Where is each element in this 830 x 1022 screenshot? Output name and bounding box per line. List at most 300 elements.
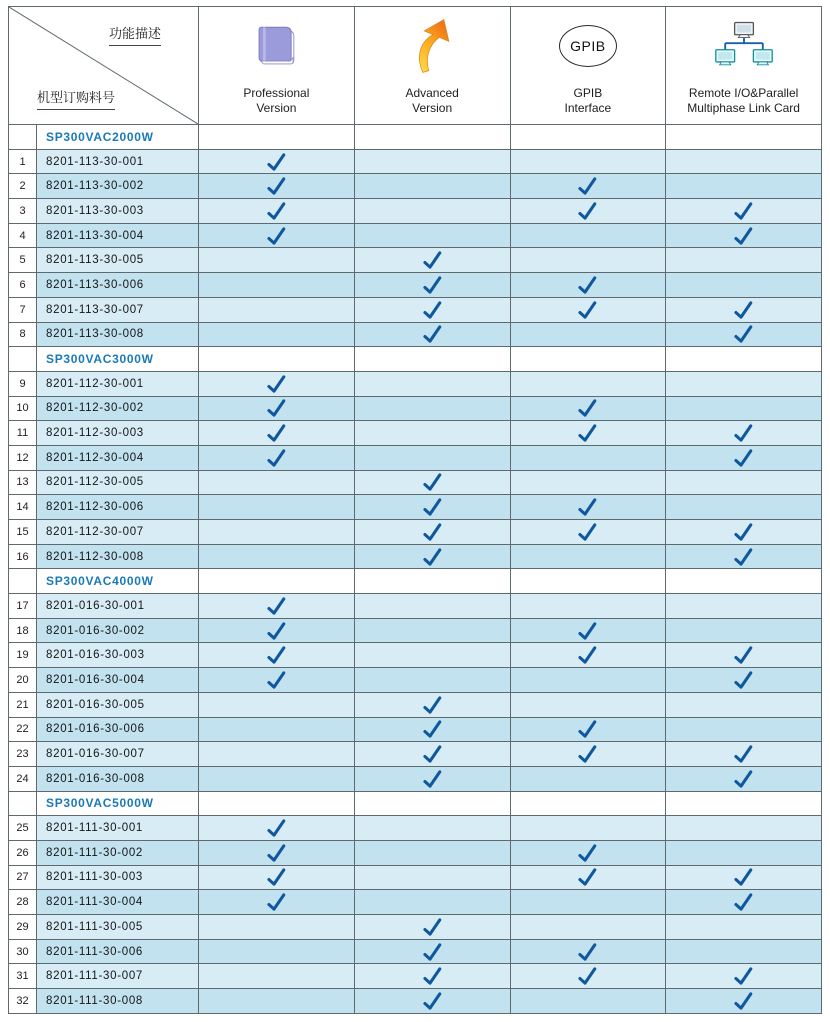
check-cell bbox=[666, 445, 822, 470]
model-header-row bbox=[9, 791, 822, 816]
model-header-row bbox=[9, 125, 822, 150]
part-row bbox=[9, 717, 822, 742]
gpib-badge-text: GPIB bbox=[559, 25, 617, 67]
check-cell bbox=[666, 199, 822, 224]
check-icon bbox=[576, 200, 600, 222]
check-cell bbox=[510, 297, 666, 322]
empty-cell bbox=[354, 618, 510, 643]
check-icon bbox=[732, 966, 756, 988]
check-cell bbox=[354, 766, 510, 791]
check-cell bbox=[510, 520, 666, 545]
model-part-number-label: 机型订购料号 bbox=[37, 87, 115, 110]
part-number: 8201-016-30-002 bbox=[37, 618, 199, 643]
part-row bbox=[9, 273, 822, 298]
check-icon bbox=[420, 694, 444, 716]
empty-cell bbox=[510, 766, 666, 791]
row-number: 18 bbox=[9, 618, 37, 643]
check-cell bbox=[510, 939, 666, 964]
check-icon bbox=[420, 250, 444, 272]
empty-cell bbox=[354, 840, 510, 865]
part-row bbox=[9, 618, 822, 643]
part-row bbox=[9, 816, 822, 841]
check-cell bbox=[199, 865, 355, 890]
check-icon bbox=[732, 546, 756, 568]
check-icon bbox=[264, 620, 288, 642]
check-icon bbox=[576, 299, 600, 321]
column-header-gpib-interface bbox=[510, 7, 666, 125]
part-number: 8201-016-30-006 bbox=[37, 717, 199, 742]
model-name: SP300VAC3000W bbox=[37, 347, 199, 372]
ordering-matrix-table bbox=[8, 6, 822, 1014]
check-cell bbox=[199, 223, 355, 248]
check-icon bbox=[732, 867, 756, 889]
empty-cell bbox=[199, 939, 355, 964]
check-cell bbox=[354, 322, 510, 347]
part-row bbox=[9, 223, 822, 248]
empty-cell bbox=[510, 445, 666, 470]
empty-cell bbox=[666, 692, 822, 717]
check-cell bbox=[510, 964, 666, 989]
empty-cell bbox=[199, 742, 355, 767]
part-row bbox=[9, 964, 822, 989]
empty-cell bbox=[666, 594, 822, 619]
check-cell bbox=[199, 668, 355, 693]
part-number: 8201-113-30-005 bbox=[37, 248, 199, 273]
check-icon bbox=[576, 645, 600, 667]
model-name: SP300VAC5000W bbox=[37, 791, 199, 816]
empty-cell bbox=[666, 495, 822, 520]
check-cell bbox=[510, 717, 666, 742]
check-cell bbox=[354, 742, 510, 767]
part-row bbox=[9, 322, 822, 347]
row-number: 14 bbox=[9, 495, 37, 520]
part-number: 8201-112-30-003 bbox=[37, 421, 199, 446]
check-icon bbox=[420, 521, 444, 543]
part-row bbox=[9, 766, 822, 791]
row-number: 4 bbox=[9, 223, 37, 248]
check-icon bbox=[420, 916, 444, 938]
check-cell bbox=[510, 643, 666, 668]
check-icon bbox=[576, 941, 600, 963]
part-number: 8201-111-30-006 bbox=[37, 939, 199, 964]
empty-cell bbox=[354, 421, 510, 446]
check-cell bbox=[354, 939, 510, 964]
check-icon bbox=[576, 719, 600, 741]
empty-cell bbox=[354, 643, 510, 668]
check-icon bbox=[576, 743, 600, 765]
empty-cell bbox=[666, 939, 822, 964]
empty-cell bbox=[199, 569, 355, 594]
empty-cell bbox=[354, 149, 510, 174]
check-icon bbox=[264, 176, 288, 198]
part-row bbox=[9, 495, 822, 520]
row-number: 12 bbox=[9, 445, 37, 470]
empty-cell bbox=[354, 569, 510, 594]
empty-cell bbox=[199, 520, 355, 545]
part-row bbox=[9, 421, 822, 446]
part-row bbox=[9, 865, 822, 890]
part-row bbox=[9, 544, 822, 569]
row-number: 28 bbox=[9, 890, 37, 915]
column-header-professional-version bbox=[199, 7, 355, 125]
check-icon bbox=[732, 447, 756, 469]
check-icon bbox=[420, 743, 444, 765]
check-icon bbox=[264, 373, 288, 395]
part-number: 8201-112-30-008 bbox=[37, 544, 199, 569]
check-icon bbox=[264, 423, 288, 445]
empty-cell bbox=[666, 915, 822, 940]
row-number: 3 bbox=[9, 199, 37, 224]
column-label: Advanced Version bbox=[405, 85, 459, 116]
empty-cell bbox=[354, 816, 510, 841]
check-cell bbox=[510, 618, 666, 643]
part-row bbox=[9, 445, 822, 470]
empty-cell bbox=[199, 273, 355, 298]
check-cell bbox=[354, 915, 510, 940]
part-number: 8201-111-30-001 bbox=[37, 816, 199, 841]
model-header-row bbox=[9, 347, 822, 372]
check-icon bbox=[264, 645, 288, 667]
part-number: 8201-016-30-004 bbox=[37, 668, 199, 693]
row-number: 10 bbox=[9, 396, 37, 421]
gpib-circle-icon bbox=[559, 7, 617, 86]
check-icon bbox=[732, 521, 756, 543]
check-icon bbox=[264, 200, 288, 222]
empty-cell bbox=[666, 816, 822, 841]
check-icon bbox=[732, 990, 756, 1012]
check-cell bbox=[510, 174, 666, 199]
table-header bbox=[9, 7, 822, 125]
part-row bbox=[9, 989, 822, 1014]
part-row bbox=[9, 149, 822, 174]
check-cell bbox=[199, 594, 355, 619]
row-number: 7 bbox=[9, 297, 37, 322]
part-row bbox=[9, 692, 822, 717]
feature-description-label: 功能描述 bbox=[109, 23, 161, 46]
empty-cell bbox=[510, 915, 666, 940]
part-number: 8201-111-30-005 bbox=[37, 915, 199, 940]
part-row bbox=[9, 668, 822, 693]
empty-cell bbox=[666, 347, 822, 372]
empty-cell bbox=[666, 248, 822, 273]
check-icon bbox=[576, 867, 600, 889]
empty-cell bbox=[510, 791, 666, 816]
part-number: 8201-016-30-005 bbox=[37, 692, 199, 717]
check-icon bbox=[264, 225, 288, 247]
check-cell bbox=[354, 692, 510, 717]
row-number-cell bbox=[9, 347, 37, 372]
check-icon bbox=[732, 225, 756, 247]
row-number: 22 bbox=[9, 717, 37, 742]
check-icon bbox=[420, 497, 444, 519]
book-icon bbox=[251, 7, 301, 86]
empty-cell bbox=[510, 149, 666, 174]
up-arrow-icon bbox=[411, 7, 453, 86]
empty-cell bbox=[666, 717, 822, 742]
empty-cell bbox=[199, 495, 355, 520]
check-icon bbox=[732, 892, 756, 914]
check-icon bbox=[264, 842, 288, 864]
row-number: 15 bbox=[9, 520, 37, 545]
empty-cell bbox=[199, 347, 355, 372]
check-icon bbox=[264, 867, 288, 889]
empty-cell bbox=[354, 668, 510, 693]
part-number: 8201-016-30-008 bbox=[37, 766, 199, 791]
part-row bbox=[9, 594, 822, 619]
row-number: 9 bbox=[9, 371, 37, 396]
check-cell bbox=[199, 890, 355, 915]
part-number: 8201-016-30-003 bbox=[37, 643, 199, 668]
row-number: 21 bbox=[9, 692, 37, 717]
check-icon bbox=[576, 521, 600, 543]
check-icon bbox=[420, 719, 444, 741]
empty-cell bbox=[199, 692, 355, 717]
part-number: 8201-016-30-007 bbox=[37, 742, 199, 767]
check-icon bbox=[732, 743, 756, 765]
empty-cell bbox=[199, 322, 355, 347]
check-cell bbox=[354, 248, 510, 273]
check-icon bbox=[420, 941, 444, 963]
part-number: 8201-112-30-002 bbox=[37, 396, 199, 421]
empty-cell bbox=[354, 890, 510, 915]
empty-cell bbox=[354, 371, 510, 396]
empty-cell bbox=[510, 125, 666, 150]
part-row bbox=[9, 643, 822, 668]
check-cell bbox=[199, 421, 355, 446]
check-cell bbox=[354, 520, 510, 545]
part-number: 8201-113-30-006 bbox=[37, 273, 199, 298]
check-cell bbox=[354, 297, 510, 322]
part-number: 8201-111-30-004 bbox=[37, 890, 199, 915]
check-cell bbox=[666, 766, 822, 791]
part-row bbox=[9, 939, 822, 964]
check-icon bbox=[576, 176, 600, 198]
check-icon bbox=[420, 990, 444, 1012]
row-number-cell bbox=[9, 791, 37, 816]
check-cell bbox=[199, 816, 355, 841]
check-cell bbox=[666, 322, 822, 347]
part-number: 8201-113-30-003 bbox=[37, 199, 199, 224]
check-icon bbox=[420, 546, 444, 568]
part-number: 8201-111-30-008 bbox=[37, 989, 199, 1014]
empty-cell bbox=[510, 890, 666, 915]
part-row bbox=[9, 470, 822, 495]
empty-cell bbox=[199, 915, 355, 940]
network-icon bbox=[713, 7, 775, 86]
check-icon bbox=[732, 669, 756, 691]
row-number: 11 bbox=[9, 421, 37, 446]
check-icon bbox=[576, 398, 600, 420]
row-number-cell bbox=[9, 125, 37, 150]
model-name: SP300VAC4000W bbox=[37, 569, 199, 594]
row-number: 20 bbox=[9, 668, 37, 693]
empty-cell bbox=[199, 791, 355, 816]
check-cell bbox=[354, 717, 510, 742]
column-label: GPIB Interface bbox=[564, 85, 612, 116]
empty-cell bbox=[666, 791, 822, 816]
check-icon bbox=[264, 151, 288, 173]
corner-header-cell bbox=[9, 7, 199, 125]
check-cell bbox=[666, 742, 822, 767]
check-cell bbox=[510, 865, 666, 890]
check-icon bbox=[576, 966, 600, 988]
check-cell bbox=[666, 421, 822, 446]
empty-cell bbox=[354, 396, 510, 421]
part-number: 8201-112-30-005 bbox=[37, 470, 199, 495]
part-number: 8201-113-30-002 bbox=[37, 174, 199, 199]
empty-cell bbox=[510, 989, 666, 1014]
check-cell bbox=[666, 964, 822, 989]
check-icon bbox=[732, 324, 756, 346]
check-cell bbox=[199, 199, 355, 224]
check-cell bbox=[510, 742, 666, 767]
empty-cell bbox=[510, 816, 666, 841]
empty-cell bbox=[354, 594, 510, 619]
part-number: 8201-113-30-001 bbox=[37, 149, 199, 174]
row-number: 29 bbox=[9, 915, 37, 940]
empty-cell bbox=[666, 371, 822, 396]
check-cell bbox=[666, 544, 822, 569]
empty-cell bbox=[510, 668, 666, 693]
check-icon bbox=[576, 842, 600, 864]
column-header-remote-io-parallel bbox=[666, 7, 822, 125]
check-icon bbox=[576, 620, 600, 642]
check-cell bbox=[666, 643, 822, 668]
check-cell bbox=[510, 273, 666, 298]
row-number: 2 bbox=[9, 174, 37, 199]
check-icon bbox=[264, 398, 288, 420]
part-row bbox=[9, 297, 822, 322]
check-cell bbox=[510, 495, 666, 520]
empty-cell bbox=[510, 347, 666, 372]
check-cell bbox=[666, 223, 822, 248]
model-header-row bbox=[9, 569, 822, 594]
check-icon bbox=[420, 274, 444, 296]
part-row bbox=[9, 248, 822, 273]
check-cell bbox=[666, 865, 822, 890]
part-number: 8201-113-30-007 bbox=[37, 297, 199, 322]
check-cell bbox=[199, 840, 355, 865]
check-icon bbox=[576, 423, 600, 445]
empty-cell bbox=[199, 964, 355, 989]
row-number: 16 bbox=[9, 544, 37, 569]
check-icon bbox=[420, 299, 444, 321]
row-number: 27 bbox=[9, 865, 37, 890]
empty-cell bbox=[199, 717, 355, 742]
empty-cell bbox=[510, 544, 666, 569]
part-row bbox=[9, 396, 822, 421]
row-number: 13 bbox=[9, 470, 37, 495]
empty-cell bbox=[510, 371, 666, 396]
empty-cell bbox=[354, 174, 510, 199]
check-icon bbox=[732, 768, 756, 790]
empty-cell bbox=[354, 125, 510, 150]
empty-cell bbox=[199, 297, 355, 322]
table-body bbox=[9, 125, 822, 1014]
part-number: 8201-016-30-001 bbox=[37, 594, 199, 619]
empty-cell bbox=[666, 470, 822, 495]
empty-cell bbox=[666, 273, 822, 298]
column-label: Professional Version bbox=[243, 85, 310, 116]
check-cell bbox=[199, 618, 355, 643]
empty-cell bbox=[510, 470, 666, 495]
check-icon bbox=[576, 274, 600, 296]
row-number: 30 bbox=[9, 939, 37, 964]
check-icon bbox=[264, 595, 288, 617]
empty-cell bbox=[199, 125, 355, 150]
row-number: 31 bbox=[9, 964, 37, 989]
empty-cell bbox=[666, 396, 822, 421]
check-icon bbox=[420, 472, 444, 494]
check-cell bbox=[510, 199, 666, 224]
check-cell bbox=[354, 273, 510, 298]
part-row bbox=[9, 915, 822, 940]
empty-cell bbox=[666, 174, 822, 199]
row-number-cell bbox=[9, 569, 37, 594]
part-row bbox=[9, 199, 822, 224]
part-row bbox=[9, 840, 822, 865]
check-cell bbox=[666, 520, 822, 545]
part-row bbox=[9, 890, 822, 915]
row-number: 32 bbox=[9, 989, 37, 1014]
check-cell bbox=[199, 445, 355, 470]
check-icon bbox=[732, 299, 756, 321]
empty-cell bbox=[510, 223, 666, 248]
check-cell bbox=[666, 297, 822, 322]
empty-cell bbox=[354, 347, 510, 372]
part-row bbox=[9, 174, 822, 199]
part-number: 8201-111-30-003 bbox=[37, 865, 199, 890]
empty-cell bbox=[510, 322, 666, 347]
check-cell bbox=[354, 495, 510, 520]
part-row bbox=[9, 742, 822, 767]
check-icon bbox=[264, 447, 288, 469]
empty-cell bbox=[199, 989, 355, 1014]
empty-cell bbox=[510, 692, 666, 717]
check-icon bbox=[576, 497, 600, 519]
empty-cell bbox=[666, 569, 822, 594]
row-number: 8 bbox=[9, 322, 37, 347]
empty-cell bbox=[666, 125, 822, 150]
check-cell bbox=[354, 544, 510, 569]
part-row bbox=[9, 371, 822, 396]
row-number: 17 bbox=[9, 594, 37, 619]
part-number: 8201-111-30-007 bbox=[37, 964, 199, 989]
part-number: 8201-113-30-004 bbox=[37, 223, 199, 248]
check-cell bbox=[199, 643, 355, 668]
check-cell bbox=[666, 989, 822, 1014]
part-number: 8201-112-30-001 bbox=[37, 371, 199, 396]
check-cell bbox=[510, 840, 666, 865]
check-cell bbox=[354, 989, 510, 1014]
check-icon bbox=[732, 645, 756, 667]
empty-cell bbox=[199, 544, 355, 569]
empty-cell bbox=[510, 594, 666, 619]
column-label: Remote I/O&Parallel Multiphase Link Card bbox=[687, 85, 800, 116]
check-cell bbox=[666, 668, 822, 693]
row-number: 24 bbox=[9, 766, 37, 791]
check-cell bbox=[354, 470, 510, 495]
empty-cell bbox=[666, 840, 822, 865]
check-cell bbox=[199, 174, 355, 199]
empty-cell bbox=[354, 445, 510, 470]
part-number: 8201-111-30-002 bbox=[37, 840, 199, 865]
row-number: 19 bbox=[9, 643, 37, 668]
row-number: 25 bbox=[9, 816, 37, 841]
check-icon bbox=[732, 200, 756, 222]
part-row bbox=[9, 520, 822, 545]
part-number: 8201-112-30-006 bbox=[37, 495, 199, 520]
